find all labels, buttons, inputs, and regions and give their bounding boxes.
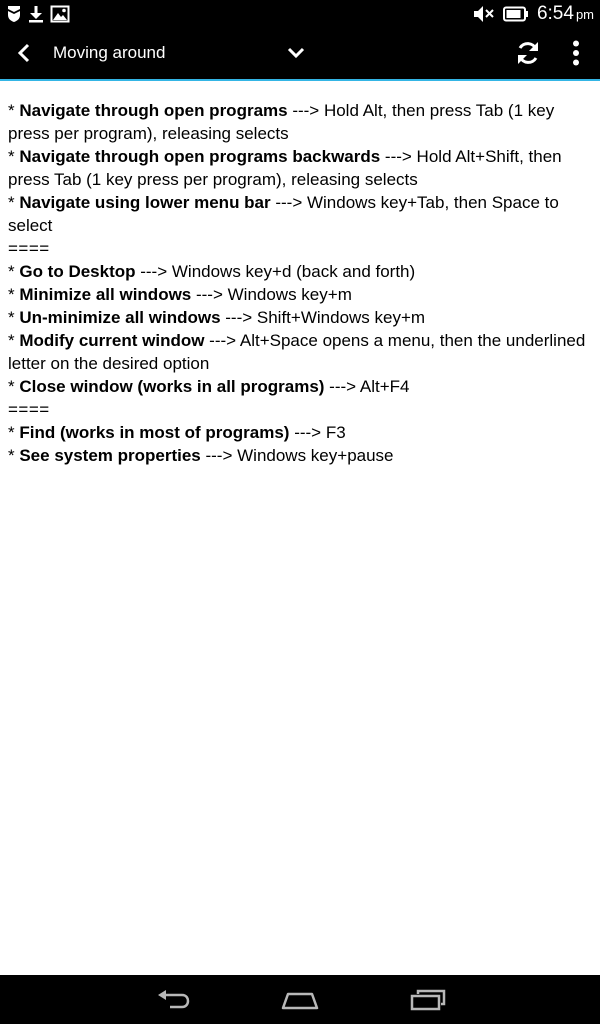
item-title: Modify current window [19, 331, 205, 350]
separator: ==== [8, 400, 50, 419]
nav-home-button[interactable] [270, 983, 330, 1017]
item-title: Go to Desktop [19, 262, 136, 281]
status-bar [0, 0, 600, 27]
item-detail: ---> Windows key+pause [200, 446, 394, 465]
list-item: * Modify current window ---> Alt+Space opens a menu, then the underlined letter on the desired option [8, 331, 586, 373]
navigation-bar [0, 975, 600, 1024]
refresh-button[interactable] [509, 35, 547, 71]
battery-icon [503, 6, 529, 22]
list-item: * See system properties ---> Windows key+pause [8, 446, 394, 465]
action-bar-divider [0, 79, 600, 81]
clock-ampm: pm [575, 6, 594, 22]
page-title[interactable]: Moving around [53, 43, 166, 62]
item-title: Navigate using lower menu bar [19, 193, 271, 212]
list-item: * Close window (works in all programs) ---> Alt+F4 [8, 377, 410, 396]
chevron-down-icon [287, 47, 305, 59]
item-title: Find (works in most of programs) [19, 423, 290, 442]
item-title: Close window (works in all programs) [19, 377, 325, 396]
list-item: * Navigate through open programs backwards ---> Hold Alt+Shift, then press Tab (1 key press per program), releasing selects [8, 147, 562, 189]
refresh-icon [514, 39, 542, 67]
item-title: See system properties [19, 446, 201, 465]
home-icon [281, 990, 319, 1010]
overflow-icon [572, 40, 580, 66]
image-icon [50, 5, 70, 23]
list-item: * Go to Desktop ---> Windows key+d (back and forth) [8, 262, 416, 281]
back-button[interactable] [6, 35, 42, 71]
item-detail: ---> Hold Alt+Shift, then press Tab (1 key press per program), releasing selects [8, 147, 562, 189]
clock [537, 3, 594, 25]
item-detail: ---> Shift+Windows key+m [220, 308, 426, 327]
back-nav-icon [154, 989, 190, 1011]
content-text [8, 99, 592, 467]
item-title: Un-minimize all windows [19, 308, 221, 327]
list-item: * Minimize all windows ---> Windows key+m [8, 285, 352, 304]
list-item: * Navigate using lower menu bar ---> Windows key+Tab, then Space to select [8, 193, 559, 235]
item-detail: ---> Windows key+Tab, then Space to select [8, 193, 559, 235]
list-item: * Navigate through open programs ---> Hold Alt, then press Tab (1 key press per program), releasing selects [8, 101, 555, 143]
back-icon [16, 42, 32, 64]
item-detail: ---> F3 [289, 423, 346, 442]
item-detail: ---> Windows key+d (back and forth) [135, 262, 416, 281]
item-detail: ---> Hold Alt, then press Tab (1 key press per program), releasing selects [8, 101, 555, 143]
action-bar [0, 27, 600, 79]
separator: ==== [8, 239, 50, 258]
download-icon [28, 5, 44, 23]
security-icon [6, 5, 22, 23]
overflow-menu-button[interactable] [560, 35, 592, 71]
item-title: Navigate through open programs backwards [19, 147, 381, 166]
item-title: Minimize all windows [19, 285, 192, 304]
item-detail: ---> Alt+F4 [324, 377, 410, 396]
nav-back-button[interactable] [142, 983, 202, 1017]
item-title: Navigate through open programs [19, 101, 288, 120]
clock-time: 6:54 [536, 2, 574, 24]
item-detail: ---> Alt+Space opens a menu, then the underlined letter on the desired option [8, 331, 586, 373]
list-item: * Un-minimize all windows ---> Shift+Windows key+m [8, 308, 426, 327]
item-detail: ---> Windows key+m [191, 285, 352, 304]
mute-icon [473, 5, 495, 23]
title-dropdown-button[interactable] [280, 37, 312, 69]
list-item: * Find (works in most of programs) ---> F3 [8, 423, 346, 442]
nav-recents-button[interactable] [398, 983, 458, 1017]
recents-icon [410, 989, 446, 1011]
